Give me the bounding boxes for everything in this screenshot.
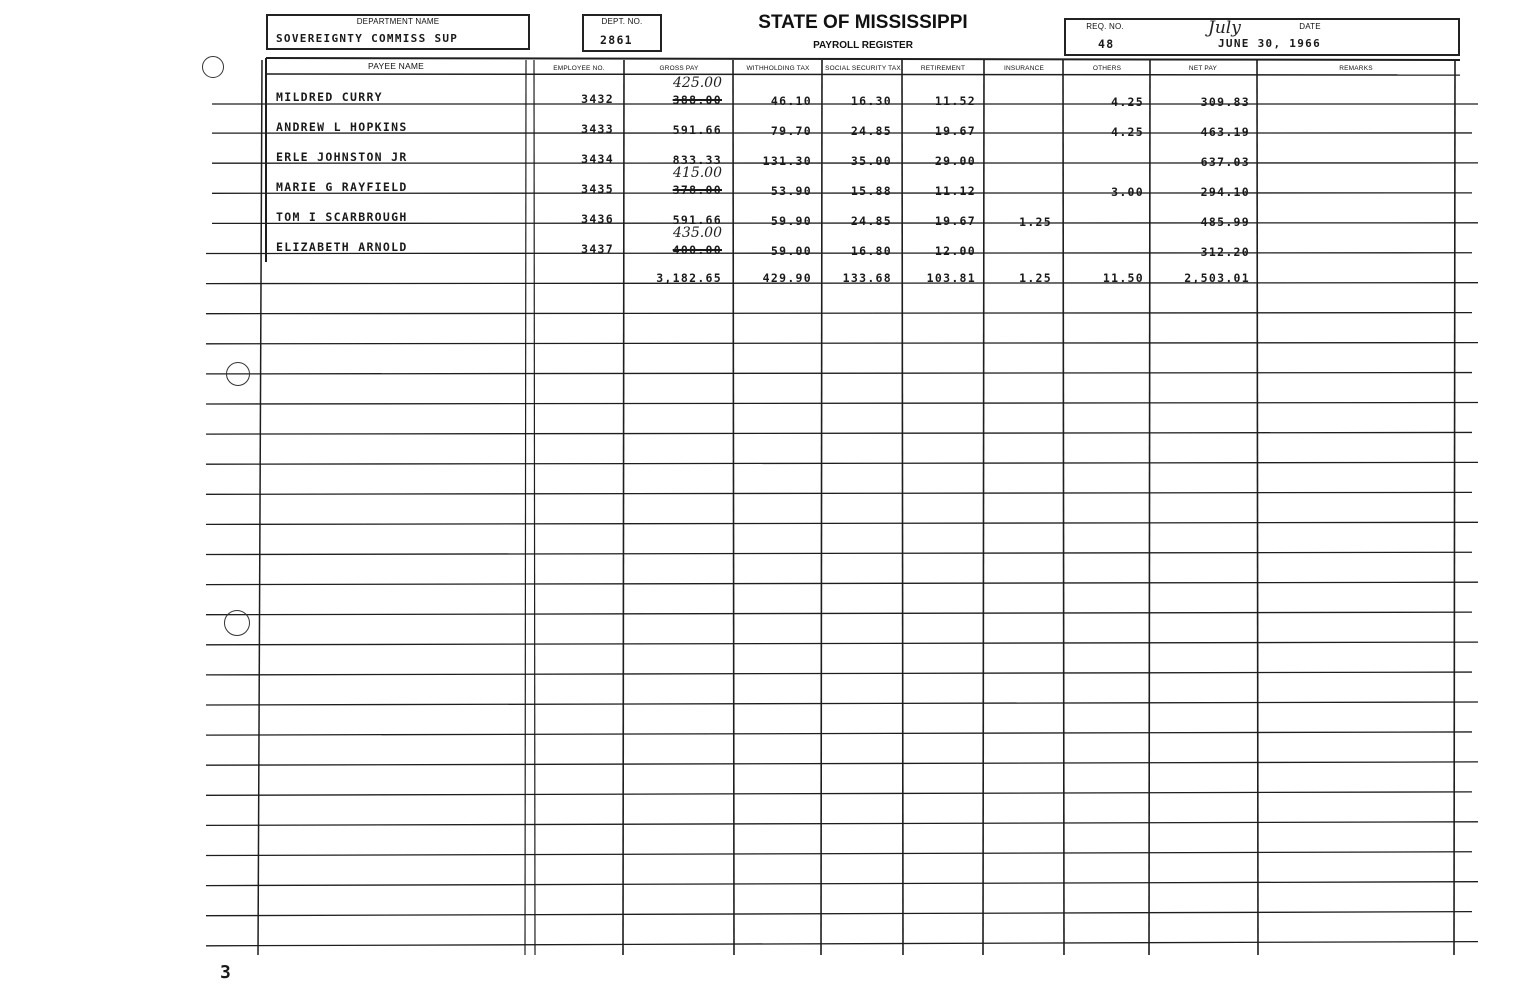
ruled-line <box>206 852 1472 856</box>
ruled-line <box>206 732 1472 735</box>
column-divider <box>534 60 535 955</box>
gross-pay: 388.00 <box>672 93 722 107</box>
ruled-line <box>206 762 1478 765</box>
gross-pay: 591.66 <box>672 213 722 227</box>
social-security-tax: 35.00 <box>850 154 892 168</box>
total-gross-pay: 3,182.65 <box>656 271 722 285</box>
social-security-tax: 16.80 <box>850 244 892 258</box>
column-header: RETIREMENT <box>920 65 966 72</box>
total-social-security-tax: 133.68 <box>842 271 892 285</box>
employee-no: 3436 <box>581 212 614 226</box>
ruled-line <box>206 582 1478 584</box>
employee-no: 3434 <box>581 152 614 166</box>
withholding-tax: 53.90 <box>770 184 812 198</box>
column-header: PAYEE NAME <box>367 61 424 71</box>
column-divider <box>1454 60 1455 955</box>
ruled-line <box>206 942 1478 946</box>
net-pay: 637.03 <box>1200 155 1250 169</box>
table-left-border <box>258 60 262 955</box>
date-handwritten: July <box>1208 18 1241 38</box>
social-security-tax: 24.85 <box>850 124 892 138</box>
ruled-line <box>206 313 1472 314</box>
social-security-tax: 15.88 <box>850 184 892 198</box>
insurance: 1.25 <box>1019 215 1052 229</box>
punch-hole <box>202 56 224 78</box>
gross-pay: 833.33 <box>672 153 722 167</box>
ruled-line <box>206 822 1478 826</box>
page-mark: 3 <box>220 962 233 983</box>
header-row-line <box>266 74 1460 75</box>
total-others: 11.50 <box>1102 271 1144 285</box>
payee-name: ANDREW L HOPKINS <box>276 120 408 134</box>
net-pay: 309.83 <box>1200 95 1250 109</box>
payee-name: TOM I SCARBROUGH <box>276 210 408 224</box>
column-header: SOCIAL SECURITY TAX <box>825 65 901 72</box>
req-no-value: 48 <box>1098 37 1115 51</box>
payee-name: ELIZABETH ARNOLD <box>276 240 408 254</box>
column-header: EMPLOYEE NO. <box>553 65 605 72</box>
gross-pay: 400.00 <box>672 243 722 257</box>
net-pay: 485.99 <box>1200 215 1250 229</box>
ruled-line <box>206 403 1478 405</box>
ruled-line <box>206 522 1478 524</box>
total-retirement: 103.81 <box>926 271 976 285</box>
ruled-line <box>206 882 1478 886</box>
column-divider <box>1149 60 1150 955</box>
gross-pay-correction: 435.00 <box>673 225 722 241</box>
social-security-tax: 16.30 <box>850 94 892 108</box>
gross-pay: 378.00 <box>672 183 722 197</box>
column-divider <box>821 60 822 955</box>
gross-pay-correction: 415.00 <box>673 165 722 181</box>
department-value: SOVEREIGNTY COMMISS SUP <box>276 32 459 45</box>
ruled-line <box>206 702 1478 705</box>
retirement: 11.12 <box>934 184 976 198</box>
employee-no: 3437 <box>581 242 614 256</box>
ruled-line <box>206 373 1472 374</box>
net-pay: 463.19 <box>1200 125 1250 139</box>
ruled-line <box>206 343 1478 344</box>
ruled-line <box>206 642 1478 645</box>
column-header: GROSS PAY <box>659 65 699 72</box>
dept-no-value: 2861 <box>600 33 633 47</box>
withholding-tax: 131.30 <box>762 154 812 168</box>
gross-pay: 591.66 <box>672 123 722 137</box>
withholding-tax: 59.90 <box>770 214 812 228</box>
page-title: STATE OF MISSISSIPPI <box>758 12 968 33</box>
net-pay: 294.10 <box>1200 185 1250 199</box>
social-security-tax: 24.85 <box>850 214 892 228</box>
date-value: JUNE 30, 1966 <box>1218 37 1321 50</box>
retirement: 19.67 <box>934 124 976 138</box>
retirement: 12.00 <box>934 244 976 258</box>
employee-no: 3433 <box>581 122 614 136</box>
column-divider <box>1063 60 1064 955</box>
employee-no: 3432 <box>581 92 614 106</box>
ruled-line <box>206 552 1472 554</box>
withholding-tax: 79.70 <box>770 124 812 138</box>
payee-name: ERLE JOHNSTON JR <box>276 150 408 164</box>
total-net-pay: 2,503.01 <box>1184 271 1250 285</box>
ruled-line <box>206 612 1472 615</box>
column-divider <box>902 60 903 955</box>
net-pay: 312.20 <box>1200 245 1250 259</box>
total-withholding-tax: 429.90 <box>762 271 812 285</box>
column-divider <box>623 60 624 955</box>
column-header: OTHERS <box>1092 65 1122 72</box>
column-header: WITHHOLDING TAX <box>746 65 810 72</box>
retirement: 29.00 <box>934 154 976 168</box>
others: 4.25 <box>1111 95 1144 109</box>
ruled-line <box>206 912 1472 916</box>
punch-hole <box>226 362 250 386</box>
others: 3.00 <box>1111 185 1144 199</box>
column-header: REMARKS <box>1339 65 1373 72</box>
retirement: 19.67 <box>934 214 976 228</box>
column-header: INSURANCE <box>1003 65 1045 72</box>
date-label: DATE <box>1299 22 1321 31</box>
department-label: DEPARTMENT NAME <box>356 17 440 26</box>
req-no-label: REQ. NO. <box>1086 22 1124 31</box>
gross-pay-correction: 425.00 <box>673 75 722 91</box>
ruled-line <box>206 492 1472 494</box>
withholding-tax: 46.10 <box>770 94 812 108</box>
others: 4.25 <box>1111 125 1144 139</box>
column-header: NET PAY <box>1188 65 1218 72</box>
payee-name: MILDRED CURRY <box>276 90 383 104</box>
dept-no-label: DEPT. NO. <box>601 17 643 26</box>
retirement: 11.52 <box>934 94 976 108</box>
total-insurance: 1.25 <box>1019 271 1052 285</box>
page-subtitle: PAYROLL REGISTER <box>813 40 913 51</box>
punch-hole <box>224 610 250 636</box>
column-divider <box>525 60 526 955</box>
table-top-border <box>266 58 1460 60</box>
employee-no: 3435 <box>581 182 614 196</box>
ruled-line <box>206 792 1472 795</box>
column-divider <box>1257 60 1258 955</box>
ruled-line <box>206 432 1472 434</box>
ruled-line <box>206 672 1472 675</box>
column-divider <box>983 60 984 955</box>
ruled-line <box>206 462 1478 464</box>
withholding-tax: 59.00 <box>770 244 812 258</box>
column-divider <box>733 60 734 955</box>
payee-name: MARIE G RAYFIELD <box>276 180 408 194</box>
